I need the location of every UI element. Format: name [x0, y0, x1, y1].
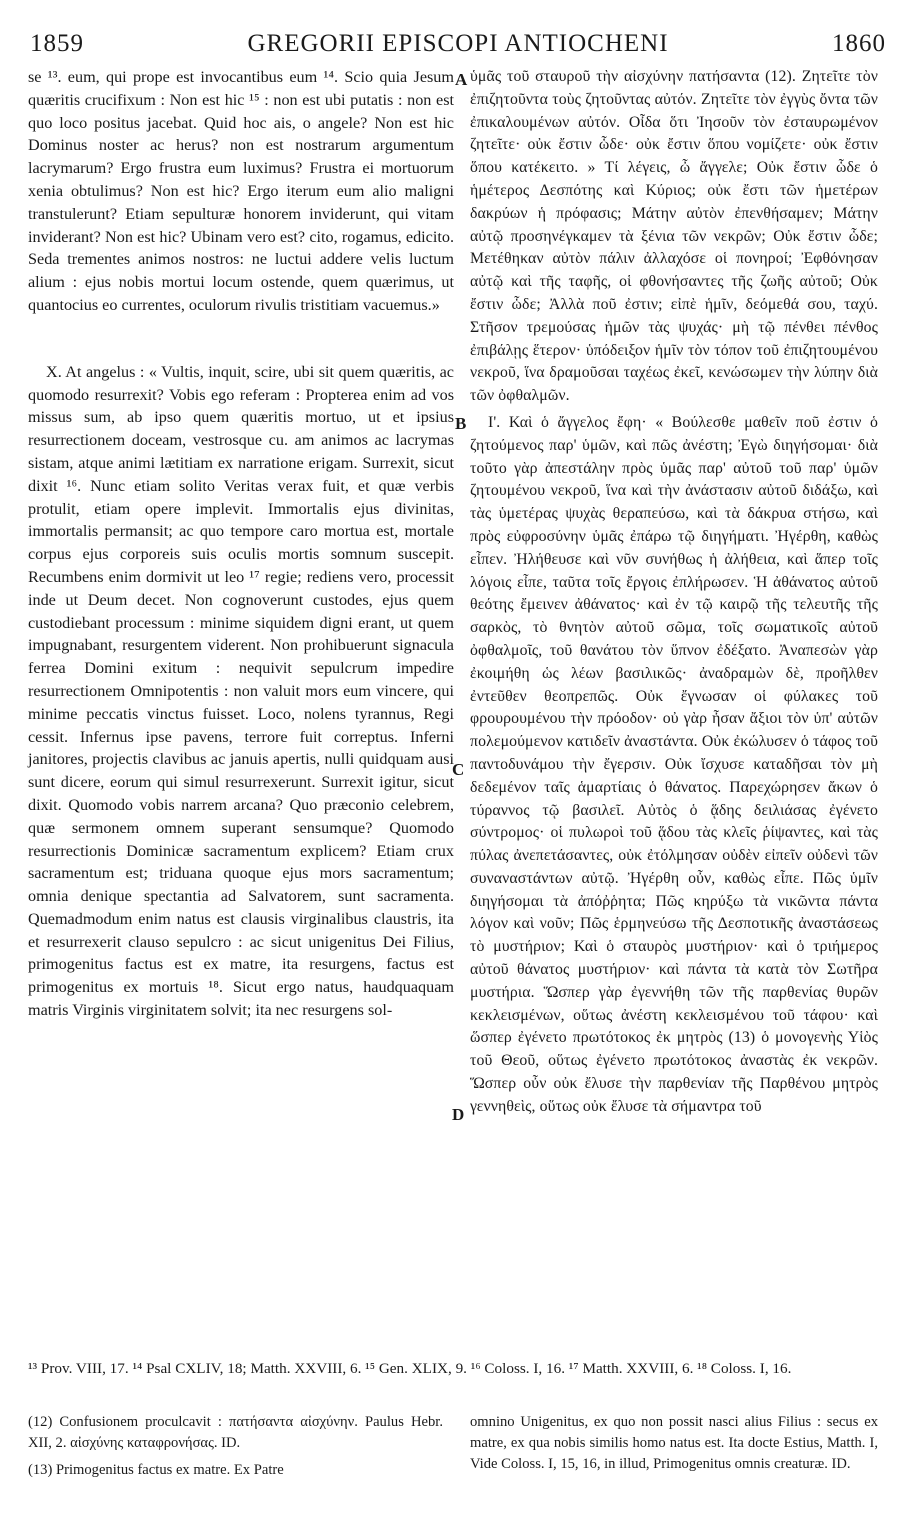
greek-column	[470, 66, 878, 1119]
margin-marker-b: B	[455, 414, 467, 433]
latin-paragraph: se ¹³. eum, qui prope est invocantibus eum ¹⁴. Scio quia Jesum quæritis crucifixum : Non est hic ¹⁵ : non est ubi putatis : non est quo loco positus jacebat. Quid hoc ais, o angele? Non est hic Dominus noster ac herus? non est nostrarum argumentum lacrymarum? Ergo frustra eum luximus? Frustra ei mortuorum xenia obtulimus? Non est hic? Ergo iterum eum alio maligni transtulerunt? Etiam sepulturæ honorem inviderunt, qui vitam inviderant? Non est hic? Ubinam vero est? cito, rogamus, edicito. Seda trementes animos nostros: ne luctui addere velis luctum alium : ejus nobis mortui locum ostende, quem quærimus, ut quantocius eo currentes, oculorum rivulis tristitiam vacuemus.»	[28, 68, 454, 314]
running-header	[0, 8, 916, 57]
footnote: (12) Confusionem proculcavit : πατήσαντα αἰσχύνην. Paulus Hebr. XII, 2. αἰσχύνης καταφρονήσας. ID.	[28, 1414, 443, 1451]
greek-paragraph: Ι'. Καὶ ὁ ἄγγελος ἔφη· « Βούλεσθε μαθεῖν ποῦ ἐστιν ὁ ζητούμενος παρ' ὑμῶν, καὶ πῶς ἀνέστη; Ἐγὼ διηγήσομαι· διὰ τοῦτο γὰρ ἀπεστάλην πρὸς ὑμᾶς παρ' αὐτοῦ τοῦ παρ' ὑμῶν ζητουμένου νεκροῦ, ἵνα καὶ τὴν ἀνάστασιν αὐτοῦ διδάξω, καὶ τὰς ὑμετέρας ψυχὰς θεραπεύσω, καὶ τὰ δάκρυα στήσω, καὶ πρὸς εὐφροσύνην ὑμᾶς ἐπάρω τῷ διηγήματι. Ἠγέρθη, καθὼς εἶπεν. Ἠλήθευσε καὶ νῦν συνήθως ἡ ἀλήθεια, καὶ ἅπερ τοῖς λόγοις εἶπε, ταῦτα τοῖς ἔργοις ἐπλήρωσεν. Ἡ ἀθάνατος αὐτοῦ θεότης ἔμεινεν ἀθάνατος· καὶ ἐν τῷ καιρῷ τῆς τελευτῆς τῆς σαρκὸς, τὸ θνητὸν αὐτοῦ σῶμα, τοῖς σωματικοῖς αὐτοῦ ὀφθαλμοῖς, τοῦ θανάτου τὸν ὕπνον ἐδέξατο. Ἀναπεσὼν γὰρ ἐκοιμήθη ὡς λέων βασιλικῶς· ἀναδραμὼν δὲ, προῆλθεν ἐντεῦθεν θεοπρεπῶς. Οὐκ ἔγνωσαν οἱ φύλακες τοῦ φρουρουμένου τὴν πρόοδον· οὐ γὰρ ἦσαν ἄξιοι τὸν ὑπ' αὐτῶν πολεμούμενον κατιδεῖν ἀναστάντα. Οὐκ ἐκώλυσεν ὁ τάφος τοῦ παντοδυνάμου τὴν ἔγερσιν. Οὐκ ἴσχυσε καταδῆσαι τὸν μὴ δεδεμένον ταῖς ἁμαρτίαις ὁ θάνατος. Παρεχώρησεν ἄκων ὁ τύραννος τῷ βασιλεῖ. Αὐτὸς ὁ ᾅδης δειλιάσας ἐγένετο σύντρομος· οἱ πυλωροὶ τοῦ ᾅδου τὰς κλεῖς ῥίψαντες, καὶ τὰς πύλας ἀνεπετάσαντες, οὐκ ἐτόλμησαν οὐδὲν εἰπεῖν οὐδενὶ τῶν συναναστάντων αὐτῷ. Ἠγέρθη οὖν, καθὼς εἶπε. Πῶς ὑμῖν διηγήσομαι τὰ ἀπόῤῥητα; Πῶς κηρύξω τὰ νικῶντα πάντα λόγον καὶ νοῦν; Πῶς ἑρμηνεύσω τῆς Δεσποτικῆς ἀναστάσεως τὸ μυστήριον; Καὶ ὁ σταυρὸς μυστήριον· καὶ ὁ τριήμερος αὐτοῦ θάνατος μυστήριον· καὶ πάντα τὰ κατὰ τὸν Σωτῆρα μυστήρια. Ὥσπερ γὰρ ἐγεννήθη τῶν τῆς παρθενίας θυρῶν κεκλεισμένων, οὕτως ἀνέστη κεκλεισμένου τοῦ τάφου· καὶ ὥσπερ ἐγένετο πρωτότοκος ἐκ μητρὸς (13) ὁ μονογενὴς Υἱὸς τοῦ Θεοῦ, οὕτως ἐγένετο πρωτότοκος ἀναστὰς ἐκ νεκρῶν. Ὥσπερ οὖν οὐκ ἔλυσε τὴν παρθενίαν τῆς Παρθένου μητρὸς γεννηθεὶς, οὕτως οὐκ ἔλυσε τὰ σήμαντρα τοῦ	[470, 413, 878, 1115]
footnote-continuation: omnino Unigenitus, ex quo non possit nasci alius Filius : secus ex matre, ex qua nobis similis homo natus est. Ita docte Estius, Matth. I, Vide Coloss. I, 15, 16, in illud, Primogenitus omnis creaturæ. ID.	[470, 1414, 878, 1472]
margin-marker-c: C	[452, 760, 465, 779]
margin-marker-a: A	[455, 70, 468, 89]
latin-paragraph: X. At angelus : « Vultis, inquit, scire, ubi sit quem quæritis, ac quomodo resurrexit? Vobis ego referam : Propterea enim ad vos missus sum, ab ipso quem quæritis mortuo, ut et ipsius resurrectionem doceam, vestrosque cu. am animos ac lacrymas sistam, atque animi lætitiam ex narratione erigam. Surrexit, sicut dixit ¹⁶. Nunc etiam solito Veritas verax fuit, et quæ verbis protulit, etiam opere implevit. Immortalis ejus divinitas, immortalis permansit; ac quo tempore caro mortua est, mortale corpus ejus corporeis suis oculis mortis somnum suscepit. Recumbens enim dormivit ut leo ¹⁷ regie; rediens vero, processit inde ut Deum decet. Non cognoverunt custodes, ejus quem custodiebant processum : minime siquidem digni erant, ut quem impugnabant, resurgentem viderent. Non prohibuerunt signacula ferrea Domini exitum : nequivit sepulcrum impedire resurrectionem Omnipotentis : non valuit mors eum vincere, qui minime peccatis vinctus fuisset. Loco, nolens tyrannus, Regi cessit. Infernus ipse pavens, terrore fuit correptus. Inferni janitores, projectis clavibus ac januis apertis, nulli quidquam ausi sunt dicere, eorum qui simul resurrexerunt. Surrexit igitur, sicut dixit. Quomodo vobis narrem arcana? Quo præconio celebrem, quæ sermonem omnem superant sensumque? Quomodo resurrectionis Dominicæ sacramentum explicem? Etiam crux sacramentum est; triduana quoque ejus mors sacramentum; omnia denique spectantia ad Salvatorem, sunt sacramenta. Quemadmodum enim natus est clausis virginalibus claustris, ita et resurrexerit clauso sepulcro : ac sicut unigenitus Dei Filius, primogenitus factus est ex matre, ita resurgens, factus est primogenitus ex mortuis ¹⁸. Sicut ergo natus, haudquaquam matris Virginis virginitatem solvit; ita nec resurgens sol-	[28, 362, 454, 1020]
scripture-references: ¹³ Prov. VIII, 17. ¹⁴ Psal CXLIV, 18; Matth. XXVIII, 6. ¹⁵ Gen. XLIX, 9. ¹⁶ Coloss. I, 16. ¹⁷ Matth. XXVIII, 6. ¹⁸ Coloss. I, 16.	[28, 1360, 792, 1377]
page-number-left: 1859	[30, 30, 84, 57]
greek-paragraph: ὑμᾶς τοῦ σταυροῦ τὴν αἰσχύνην πατήσαντα (12). Ζητεῖτε τὸν ἐπιζητοῦντα τοὺς ζητοῦντας αὐτόν. Ζητεῖτε τὸν ἐγγὺς ὄντα τῶν ἐπικαλουμένων αὐτόν. Οἶδα ὅτι Ἰησοῦν τὸν ἐσταυρωμένον ζητεῖτε· οὐκ ἔστιν ὧδε· οὐκ ἔστιν ὅπου νομίζετε· οὐκ ἔστιν ὅπου κατέκειτο. » Τί λέγεις, ὦ ἄγγελε; Οὐκ ἔστιν ὧδε ὁ ἡμέτερος Δεσπότης καὶ Κύριος; οὐκ ἔστι τῶν ἡμετέρων δακρύων ἡ πρόφασις; Μάτην αὐτὸν ἐπενθήσαμεν; Μάτην αὐτῷ προσηνέγκαμεν τὰ ξένια τῶν νεκρῶν; Οὐκ ἔστιν ὧδε; Μετέθηκαν αὐτὸν πάλιν ἀλλαχόσε οἱ πονηροί; Ἐφθόνησαν αὐτῷ καὶ τῆς ταφῆς, οἱ φθονήσαντες τῆς ζωῆς αὐτοῦ; Οὐκ ἔστιν ὧδε; Ἀλλὰ ποῦ ἐστιν; εἰπὲ ἡμῖν, δεόμεθά σου, ταχύ. Στῆσον τρεμούσας ἡμῶν τὰς ψυχάς· μὴ τῷ πένθει πένθος ἐπιβάλῃς ἕτερον· ὑπόδειξον ἡμῖν τὸν τόπον τοῦ ἐπιζητουμένου νεκροῦ, ἵνα δραμοῦσαι ταχέως ἐκεῖ, κενώσωμεν τὴν λύπην διὰ τῶν ὀφθαλμῶν.	[470, 68, 878, 405]
footnotes-right	[470, 1412, 878, 1481]
margin-marker-d: D	[452, 1105, 465, 1124]
footnote: (13) Primogenitus factus ex matre. Ex Patre	[28, 1462, 284, 1478]
footnotes-left	[28, 1412, 443, 1487]
page-number-right: 1860	[832, 30, 886, 57]
latin-column	[28, 66, 454, 1022]
running-title: GREGORII EPISCOPI ANTIOCHENI	[247, 30, 669, 57]
